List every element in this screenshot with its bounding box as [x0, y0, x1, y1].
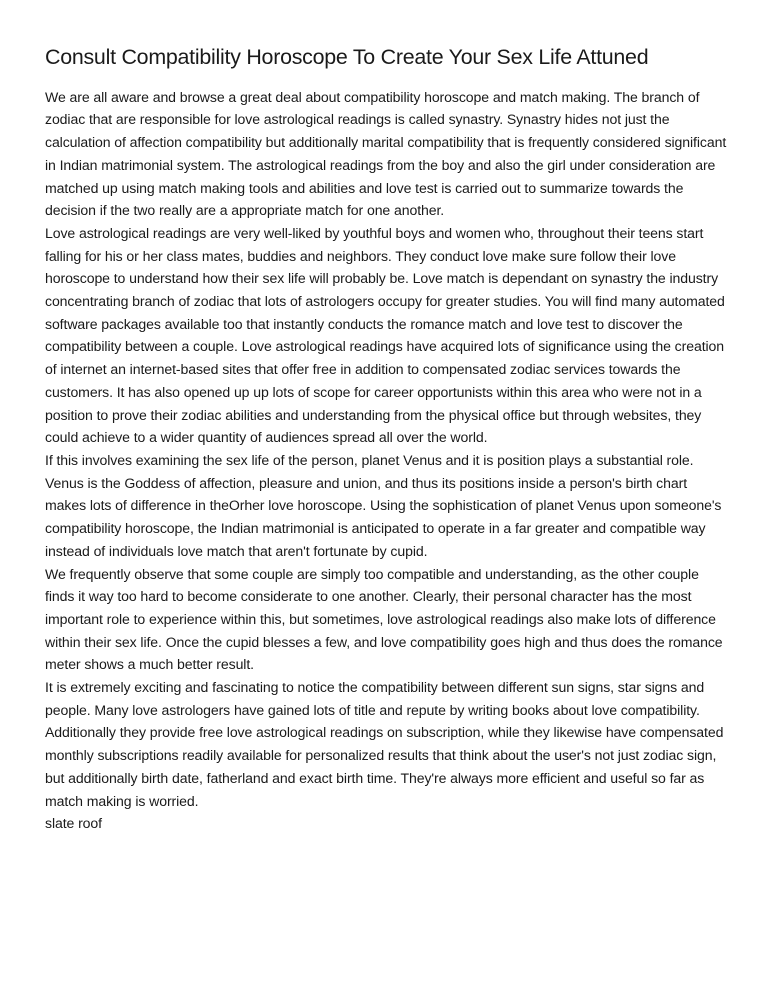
paragraph-1: We are all aware and browse a great deal about compatibility horoscope and match making. The branch of zodiac that are responsible for love astrological readings is called synastry. Synastry hides not just the calculation of affection compatibility but additionally marital compatibility that is frequently considered significant in Indian matrimonial system. The astrological readings from the boy and also the girl under consideration are matched up using match making tools and abilities and love test is carried out to summarize towards the decision if the two really are a appropriate match for one another.: [45, 88, 727, 219]
closing-line: slate roof: [45, 815, 102, 832]
paragraph-5: It is extremely exciting and fascinating to notice the compatibility between different sun signs, star signs and people. Many love astrologers have gained lots of title and repute by writing books about love compatibility. Additionally they provide free love astrological readings on subscription, while they likewise have compensated monthly subscriptions readily available for personalized results that think about the user's not just zodiac sign, but additionally birth date, fatherland and exact birth time. They're always more efficient and useful so far as match making is worried.: [45, 679, 724, 809]
paragraph-3: If this involves examining the sex life of the person, planet Venus and it is position plays a substantial role. Venus is the Goddess of affection, pleasure and union, and thus its positions inside a person's birth chart makes lots of difference in theOrher love horoscope. Using the sophistication of planet Venus upon someone's compatibility horoscope, the Indian matrimonial is anticipated to operate in a far greater and compatible way instead of individuals love match that aren't fortunate by cupid.: [45, 452, 722, 559]
document-title: Consult Compatibility Horoscope To Create Your Sex Life Attuned: [45, 45, 649, 69]
paragraph-4: We frequently observe that some couple are simply too compatible and understanding, as the other couple finds it way too hard to become considerate to one another. Clearly, their personal character has the most important role to experience within this, but sometimes, love astrological readings also make lots of difference within their sex life. Once the cupid blesses a few, and love compatibility goes high and thus does the romance meter shows a much better result.: [45, 565, 723, 673]
paragraph-2: Love astrological readings are very well-liked by youthful boys and women who, throughout their teens start falling for his or her class mates, buddies and neighbors. They conduct love make sure follow their love horoscope to understand how their sex life will probably be. Love match is dependant on synastry the industry concentrating branch of zodiac that lots of astrologers occupy for greater studies. You will find many automated software packages available too that instantly conducts the romance match and love test to discover the compatibility between a couple. Love astrological readings have acquired lots of significance using the creation of internet an internet-based sites that offer free in addition to compensated zodiac services towards the customers. It has also opened up up lots of scope for career opportunists within this area who were not in a position to prove their zodiac abilities and understanding from the physical office but through websites, they could achieve to a wider quantity of audiences spread all over the world.: [45, 224, 725, 446]
